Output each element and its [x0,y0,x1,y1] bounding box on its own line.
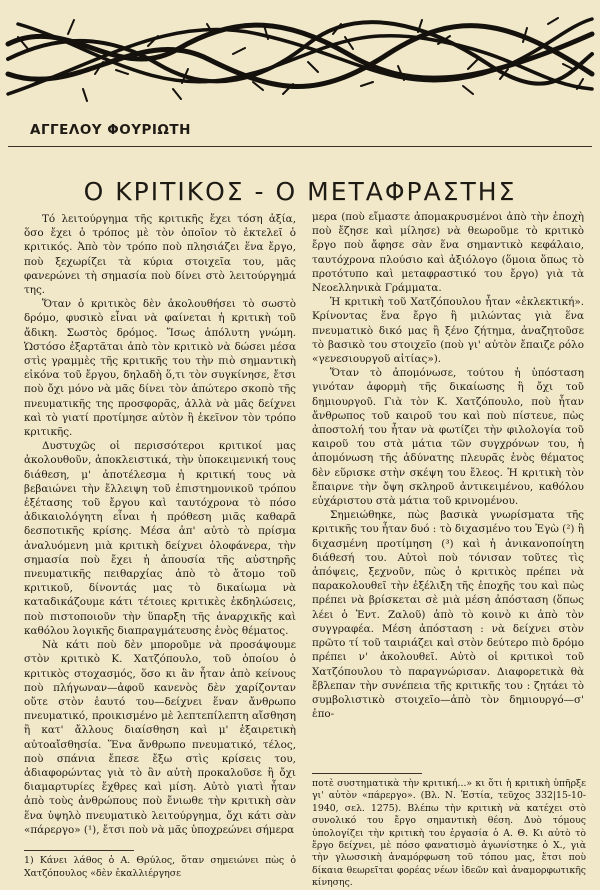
paragraph: Ἡ κριτικὴ τοῦ Χατζόπουλου ἦταν «ἐκλεκτική». Κρίνοντας ἕνα ἔργο ἢ μιλώντας γιὰ ἕνα πνευματικὸ δικό μας ἢ ξένο ζήτημα, ἀναζητοῦσε τὸ βασικὸ του στοιχεῖο (ποὺ γι' αὐτὸν ἔπαιζε ρόλο «γενεσιουργοῦ αἰτίας»). [312,296,584,366]
paragraph: Σημειώθηκε, πὼς βασικὰ γνωρίσματα τῆς κριτικῆς του ἦταν δυό : τὸ διχασμένο του Ἐγὼ (²) ἢ διχασμένη προτίμηση (³) καὶ ἡ ἀνικανοποίητη διάθεσή του. Αὐτοὶ ποὺ τόνισαν τοῦτες τὶς ἀπόψεις, ξεχνοῦν, πὼς ὁ κριτικὸς πρέπει νὰ παρακολουθεῖ τὴν ἐξέλιξη τῆς ἐποχῆς του καὶ πὼς πρέπει νὰ βρίσκεται σὲ μιὰ μέση ἀπόσταση (ὅπως λέει ὁ Ἐντ. Ζαλοῦ) ἀπὸ τὸ κοινὸ κι ἀπὸ τὸν συγγραφέα. Μέση ἀπόσταση : νὰ δείχνει στὸν πρῶτο τί τοῦ ταιριάζει καὶ στὸν δεύτερο πιὸ δρόμο πρέπει ν' ἀκολουθεῖ. Αὐτὸ οἱ κριτικοὶ τοῦ Χατζόπουλου τὸ παραγνώρισαν. Διαφορετικὰ θὰ ἔβλεπαν τὴν συνέπεια τῆς κριτικῆς του : ζητάει τὸ συμβολιστικὸ στοιχεῖο—ἀπὸ τὸν δημιουργό—σ' ἐπο- [312,509,584,721]
paragraph: Τό λειτούργημα τῆς κριτικῆς ἔχει τόση ἀξία, ὅσο ἔχει ὁ τρόπος μὲ τὸν ὁποῖον τὸ ἐκτελεῖ ὁ κριτικός. Ἀπὸ τὸν τρόπο ποὺ πλησιάζει ἕνα ἔργο, ποὺ ξεχωρίζει τὰ κύρια στοιχεῖα του, μᾶς φανερώνει τὴ σημασία ποὺ δίνει στὸ λειτούργημά της. [24,213,296,297]
paragraph: Δυστυχῶς οἱ περισσότεροι κριτικοί μας ἀκολουθοῦν, ἀποκλειστικά, τὴν ὑποκειμενική τους διάθεση, μ' ἀποτέλεσμα ἡ κριτική τους νὰ βεβαιώνει τὴν ἔλλειψη τοῦ ἐπιστημονικοῦ τρόπου ἐξέτασης τοῦ ἔργου καὶ ταυτόχρονα τὸ πόσο ἀδικαιολόγητη εἶναι ἡ πρόθεση μιᾶς καθαρᾶ δεσποτικῆς κρίσης. Μέσα ἀπ' αὐτὸ τὸ πρίσμα ἀναλυόμενη μιὰ κριτικὴ δείχνει ὁλοφάνερα, τὴν σημασία ποὺ ἔχει ἡ ἀπουσία τῆς αὐστηρῆς πνευματικῆς πειθαρχίας ἀπὸ τὸ ἄτομο τοῦ κριτικοῦ, δίνοντάς μας τὸ δικαίωμα νὰ καταδικάζουμε κάτι τέτοιες κριτικὲς ἐκδηλώσεις, ποὺ πιστοποιοῦν τὴν ὕπαρξη τῆς ἀναρχικῆς καὶ καθόλου λογικῆς διαπραγμάτευσης ἑνὸς θέματος. [24,440,296,637]
footnote-text: ποτὲ συστηματικὰ τὴν κριτική...» κι ὅτι ἡ κριτικὴ ὑπῆρξε γι' αὐτὸν «πάρεργο». (Βλ. Ν. Ἑστία, τεῦχος 332|15-10-1940, σελ. 1275). Βλέπω τὴν κριτικὴ νὰ κατέχει στὸ συνολικό του ἔργο σημαντικὴ θέση. Δυὸ τόμους ὑπολογίζει τὴν κριτικὴ του ἐργασία ὁ Α. Θ. Κι αὐτὸ τὸ ἔργο δείχνει, μὲ πόσο φανατισμὸ ἀγωνίστηκε ὁ Χ., γιὰ τὴν γλωσσικὴ ἀναμόρφωση τοῦ τόπου μας, ἔτσι ποὺ δίκαια θεωρεῖται φορέας νέων ἰδεῶν καὶ ἀναμορφωτικῆς κίνησης. [312,778,586,889]
right-column [312,210,584,765]
author-name: ΑΓΓΕΛΟΥ ΦΟΥΡΙΩΤΗ [30,122,191,138]
paragraph: Ὅταν ὁ κριτικὸς δὲν ἀκολουθήσει τὸ σωστὸ δρόμο, φυσικὸ εἶναι νὰ φαίνεται ἡ κριτικὴ τοῦ ἄδικη. Σωστὸς δρόμος. Ἴσως ἀπόλυτη γνώμη. Ὡστόσο ἐξαρτᾶται ἀπὸ τὸν κριτικὸ νὰ δώσει μέσα στὶς γραμμὲς τῆς κριτικῆς του τὴν πιὸ σημαντικὴ εἰκόνα τοῦ ἔργου, δηλαδὴ ὅ,τι τὸν συγκίνησε, ἔτσι ποὺ ὄχι μόνο νὰ μᾶς δίνει τὸν ἀπώτερο σκοπὸ τῆς πνευματικῆς της προσφορᾶς, ἀλλὰ νὰ μᾶς δείχνει καὶ τὸ γιατί προτίμησε αὐτὸν ἢ ἐκεῖνον τὸν τρόπο κριτικῆς. [24,298,296,439]
header-rule [8,146,592,147]
article-title: Ο ΚΡΙΤΙΚΟΣ - Ο ΜΕΤΑΦΡΑΣΤΗΣ [83,176,517,206]
left-column [24,212,296,836]
paragraph: Νὰ κάτι ποὺ δὲν μποροῦμε νὰ προσάψουμε στὸν κριτικὸ Κ. Χατζόπουλο, τοῦ ὁποίου ὁ κριτικὸς στοχασμός, ὅσο κι ἂν ἦταν ἀπὸ κείνους ποὺ πλήγωναν—ἀφοῦ κανενὸς δὲν χαρίζονταν οὔτε στὸν ἑαυτό του—δείχνει ἕναν ἄνθρωπο πνευματικό, προικισμένο μὲ λεπτεπίλεπτη αἴσθηση ἢ κατ' ἄλλους διαίσθηση καὶ μ' ἐξαιρετικὴ αὐτοαἴσθησία. Ἕνα ἄνθρωπο πνευματικό, τέλος, ποὺ σπάνια ἔπεσε ἔξω στὶς κρίσεις του, ἀδιαφορώντας γιὰ τὸ ἂν αὐτὴ προκαλοῦσε ἢ ὄχι διαμαρτυρίες ἔχθρες καὶ μίση. Αὐτὸ γιατὶ ἦταν ἀπὸ τοὺς ἀνθρώπους ποὺ ἔνιωθε τὴν κριτικὴ σὰν ἕνα ὑψηλὸ πνευματικὸ λειτούργημα, ὄχι κάτι σὰν «πάρεργο» (¹), ἔτσι ποὺ νὰ μᾶς ὑποχρεώνει σήμερα [24,639,296,836]
paragraph: Ὅταν τὸ ἀπομόνωσε, τούτου ἡ ὑπόσταση γινόταν ἀφορμὴ τῆς δικαίωσης ἢ ὄχι τοῦ δημιουργοῦ. Γιὰ τὸν Κ. Χατζόπουλο, ποὺ ἦταν ἄνθρωπος τοῦ καιροῦ του καὶ ποὺ πίστευε, πὼς ἀποστολή του ἦταν νὰ φωτίζει τὴν φιλολογία τοῦ καιροῦ του στὰ μάτια τῶν συγχρόνων του, ἡ ἀπομόνωση τῆς ἀδύνατης πλευρᾶς ἑνὸς θέματος δὲν εὕρισκε στὴν σκέψη του ἔλεος. Ἡ κριτικὴ τὸν ἔπαιρνε τὴν ὄψη σκληροῦ ἀντικειμένου, καθόλου εὐχάριστου στὰ μάτια τοῦ κρινομένου. [312,367,584,508]
thorn-vine-banner [8,4,592,110]
footnote-rule [24,850,134,851]
footnote-rule [312,773,422,774]
footnote-1: 1) Κάνει λάθος ὁ Α. Θρύλος, ὅταν σημειώνει πὼς ὁ Χατζόπουλος «δὲν ἐκαλλιέργησε [24,855,296,879]
footnote-continuation [312,778,586,889]
paragraph: μερα (ποὺ εἴμαστε ἀπομακρυσμένοι ἀπὸ τὴν ἐποχὴ ποὺ ἔζησε καὶ μίλησε) νὰ θεωροῦμε τὸ κριτικὸ ἔργο ποὺ ἄφησε σὰν ἕνα σημαντικὸ κεφάλαιο, ταυτόχρονα πλούσιο καὶ ἀξιόλογο (ὅμοια ὅπως τὸ προτότυπο καὶ μεταφραστικό του ἔργο) γιὰ τὰ Νεοελληνικὰ Γράμματα. [312,211,584,295]
